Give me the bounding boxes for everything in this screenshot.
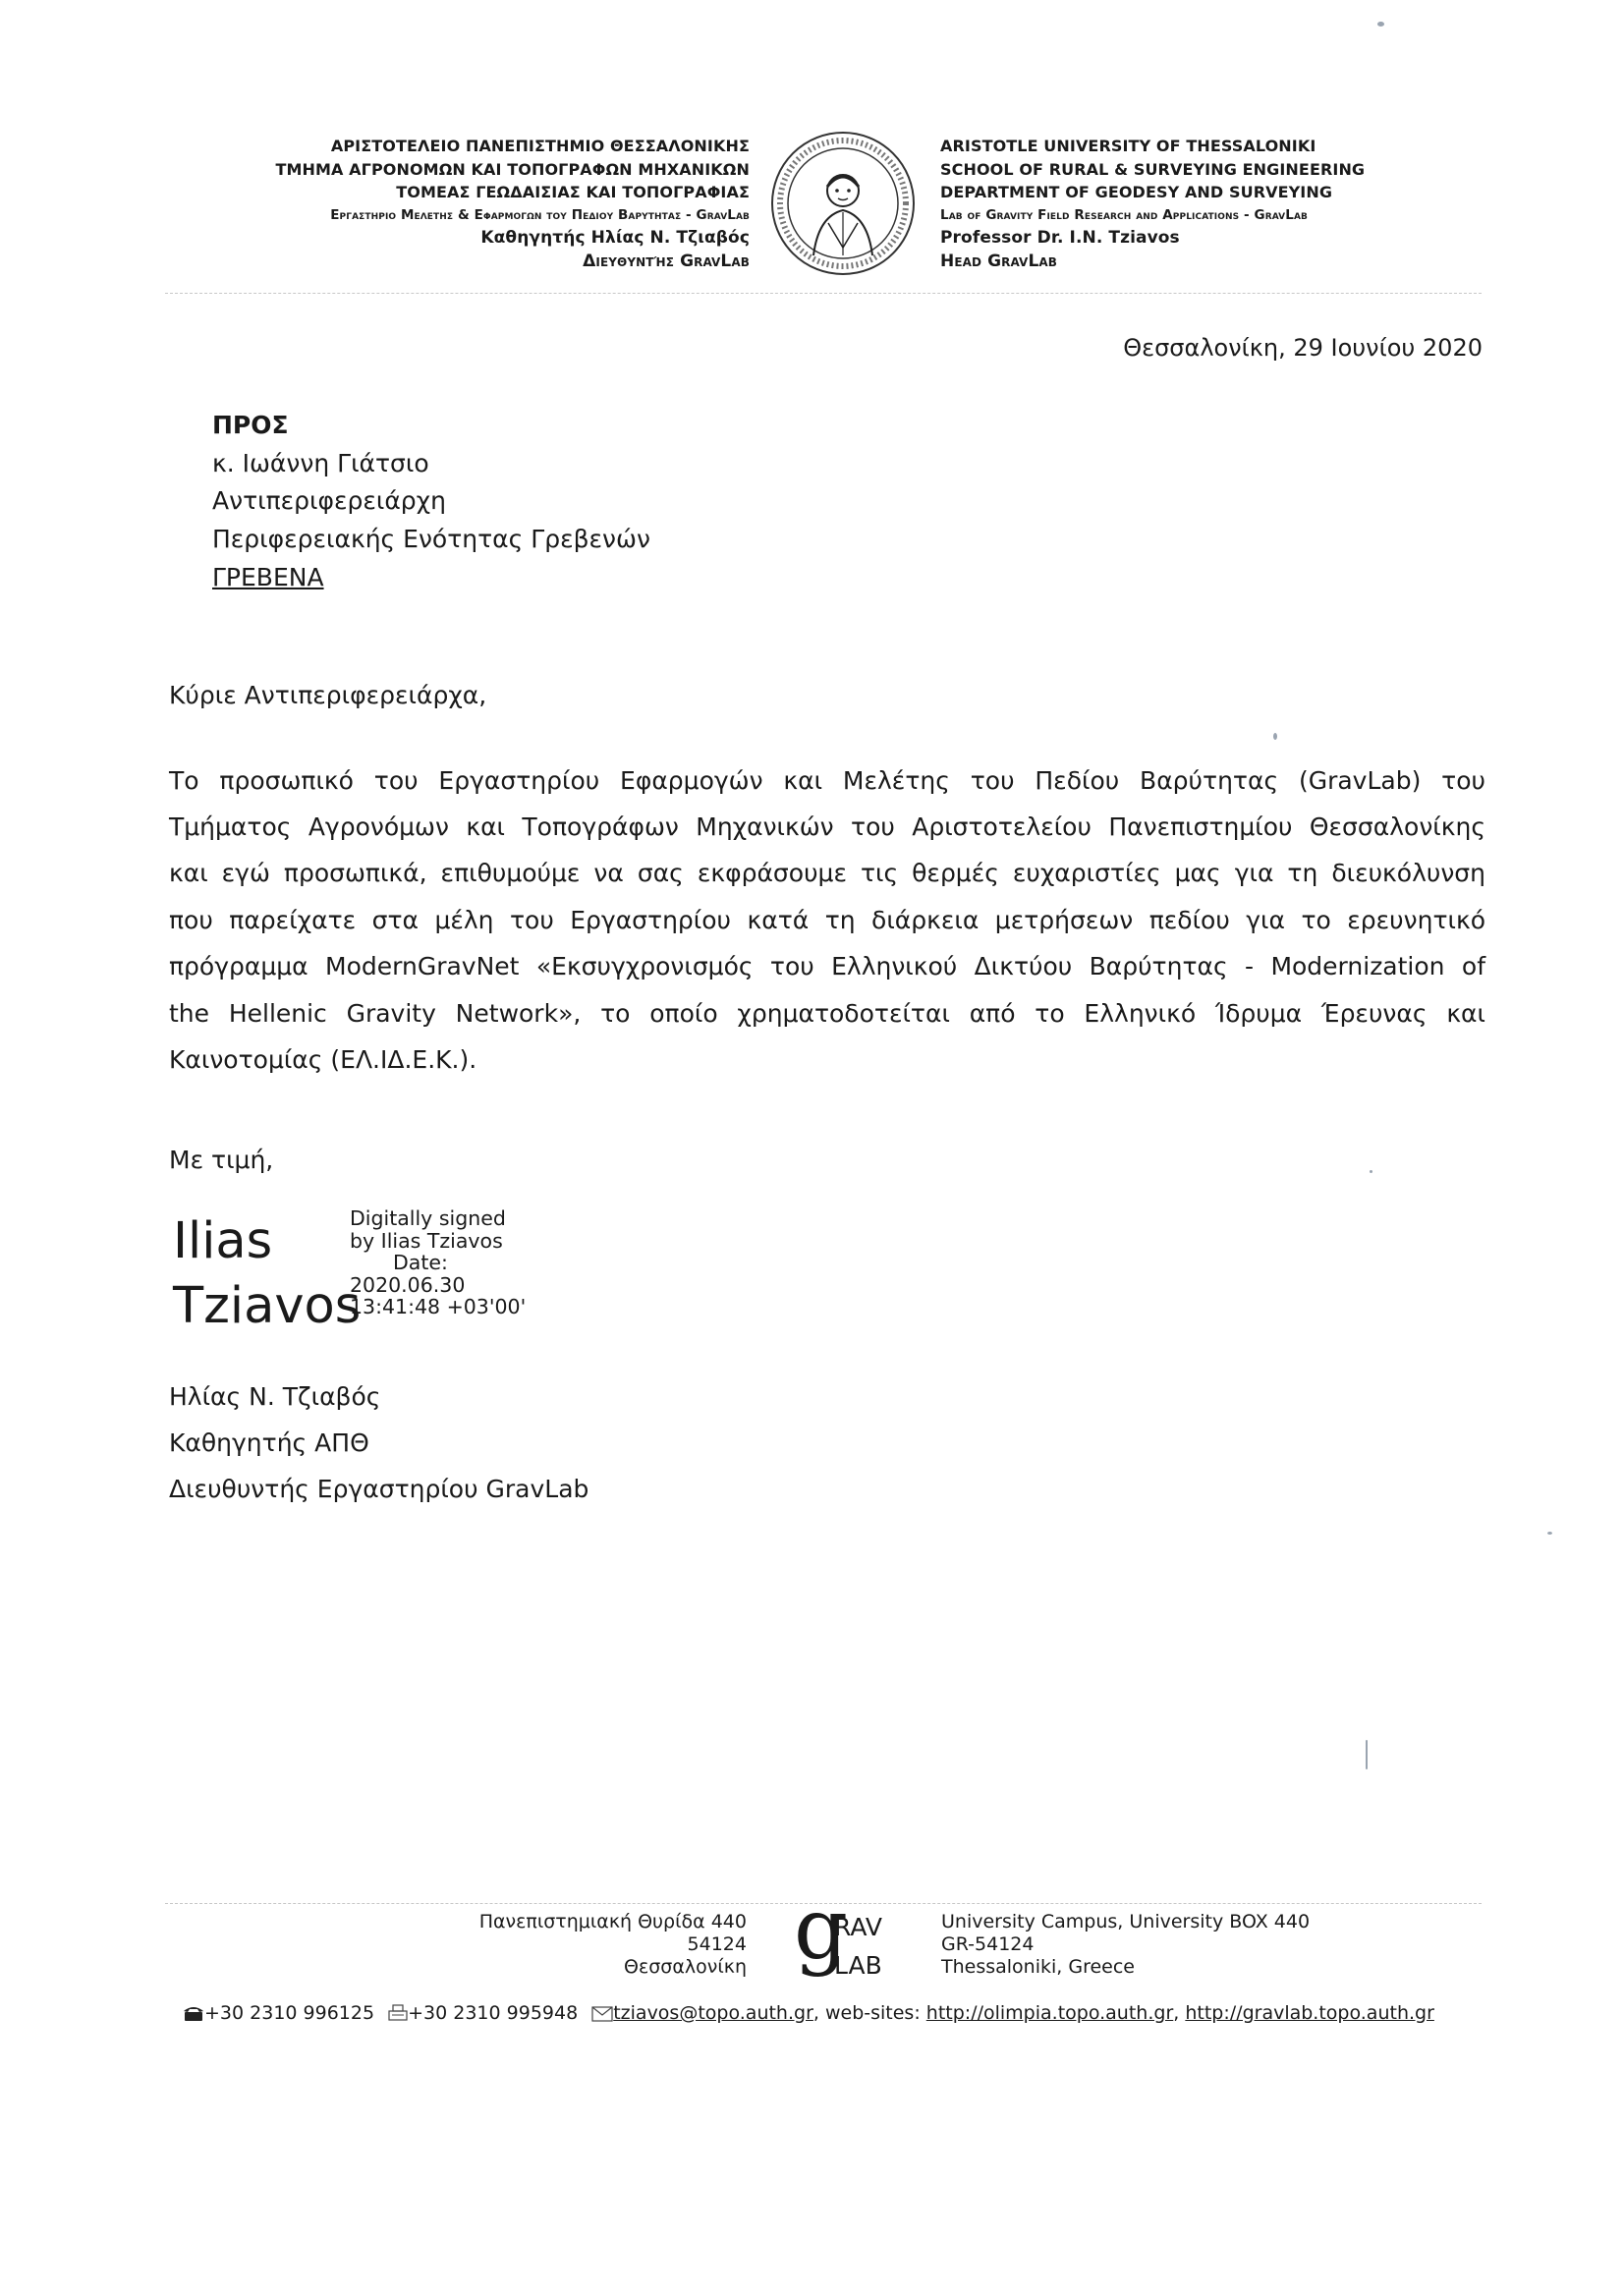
- logo-bottom: LAB: [834, 1951, 882, 1980]
- website-link-olimpia[interactable]: http://olimpia.topo.auth.gr: [925, 2002, 1174, 2024]
- phone-icon: [183, 2004, 204, 2027]
- header-english: [940, 135, 1365, 273]
- body-line: Το προσωπικό του Εργαστηρίου Εφαρμογών και Μελέτης του Πεδίου Βαρύτητας (GravLab) του: [169, 766, 1485, 795]
- logo-top: RAV: [834, 1913, 882, 1941]
- website-link-gravlab[interactable]: http://gravlab.topo.auth.gr: [1185, 2002, 1434, 2024]
- header-line: ARISTOTLE UNIVERSITY OF THESSALONIKI: [940, 137, 1316, 155]
- footer-line: Θεσσαλονίκη: [624, 1956, 747, 1978]
- signature-details: [350, 1207, 526, 1318]
- recipient-line: Αντιπεριφερειάρχη: [212, 486, 446, 515]
- body-line: the Hellenic Gravity Network», το οποίο χρηματοδοτείται από το Ελληνικό Ίδρυμα Έρευνας και: [169, 999, 1485, 1028]
- body-line: που παρείχατε στα μέλη του Εργαστηρίου κατά τη διάρκεια μετρήσεων πεδίου για το ερευνητικό: [169, 906, 1485, 934]
- header-line: Professor Dr. I.N. Tziavos: [940, 228, 1180, 248]
- email-icon: [591, 2005, 613, 2027]
- body-line: Τμήματος Αγρονόμων και Τοπογράφων Μηχανικών του Αριστοτελείου Πανεπιστημίου Θεσσαλονίκης: [169, 812, 1485, 841]
- footer-line: GR-54124: [941, 1933, 1035, 1955]
- gravlab-logo: [794, 1880, 902, 1988]
- logo-letter: g: [794, 1880, 849, 1979]
- footer-line: Πανεπιστημιακή Θυρίδα 440: [478, 1911, 747, 1932]
- university-seal-icon: [769, 130, 917, 277]
- contact-separator: , web-sites:: [812, 2002, 926, 2024]
- signature-info-line: Digitally signed: [350, 1206, 506, 1230]
- body-line: πρόγραμμα ModernGravNet «Εκσυγχρονισμός του Ελληνικού Δικτύου Βαρύτητας - Modernization of: [169, 952, 1485, 980]
- recipient-line: Περιφερειακής Ενότητας Γρεβενών: [212, 525, 650, 553]
- footer-contact: [183, 2002, 1434, 2027]
- signature-last-name: Tziavos: [173, 1277, 362, 1335]
- signature-info-line: Date:: [393, 1251, 448, 1274]
- recipient-heading: ΠΡΟΣ: [212, 411, 289, 439]
- footer-line: University Campus, University BOX 440: [941, 1911, 1311, 1932]
- header-line: Εργαστηριο Μελετης & Εφαρμογων του Πεδιου Βαρυτητας - GravLab: [330, 206, 750, 223]
- signature-first-name: Ilias: [173, 1212, 273, 1270]
- header-line: Lab of Gravity Field Research and Applications - GravLab: [940, 206, 1308, 223]
- signer-role: Διευθυντής Εργαστηρίου GravLab: [169, 1475, 589, 1503]
- header-line: ΤΜΗΜΑ ΑΓΡΟΝΟΜΩΝ ΚΑΙ ΤΟΠΟΓΡΑΦΩΝ ΜΗΧΑΝΙΚΩΝ: [275, 159, 750, 179]
- phone-number: +30 2310 996125: [204, 2002, 375, 2024]
- body-line: Καινοτομίας (ΕΛ.ΙΔ.Ε.Κ.).: [169, 1045, 477, 1074]
- header-divider: [165, 293, 1482, 294]
- fax-icon: [388, 2004, 408, 2027]
- header-line: ΑΡΙΣΤΟΤΕΛΕΙΟ ΠΑΝΕΠΙΣΤΗΜΙΟ ΘΕΣΣΑΛΟΝΙΚΗΣ: [330, 137, 750, 155]
- footer-line: Thessaloniki, Greece: [941, 1956, 1135, 1978]
- header-line: Καθηγητής Ηλίας Ν. Τζιαβός: [480, 228, 750, 248]
- signature-info-line: 13:41:48 +03'00': [350, 1295, 527, 1318]
- header-line: Διευθυντής GravLab: [583, 251, 750, 271]
- signer-title: Καθηγητής ΑΠΘ: [169, 1428, 369, 1457]
- email-link[interactable]: tziavos@topo.auth.gr: [613, 2002, 813, 2024]
- salutation: Κύριε Αντιπεριφερειάρχα,: [169, 681, 487, 709]
- contact-separator: ,: [1173, 2002, 1186, 2024]
- letter-date: Θεσσαλονίκη, 29 Ιουνίου 2020: [1123, 334, 1483, 362]
- signature-info-line: by Ilias Tziavos: [350, 1228, 503, 1253]
- footer-address-english: [941, 1911, 1310, 1979]
- header-greek: [275, 135, 750, 273]
- signature-info-line: 2020.06.30: [350, 1272, 466, 1297]
- header-line: Head GravLab: [940, 251, 1058, 271]
- recipient-city: ΓΡΕΒΕΝΑ: [212, 563, 324, 591]
- header-line: ΤΟΜΕΑΣ ΓΕΩΔΑΙΣΙΑΣ ΚΑΙ ΤΟΠΟΓΡΑΦΙΑΣ: [396, 183, 750, 201]
- header-line: SCHOOL OF RURAL & SURVEYING ENGINEERING: [940, 159, 1366, 179]
- recipient-line: κ. Ιωάννη Γιάτσιο: [212, 449, 429, 477]
- footer-line: 54124: [687, 1933, 747, 1955]
- footer-address-greek: [479, 1911, 747, 1979]
- header-line: DEPARTMENT OF GEODESY AND SURVEYING: [940, 183, 1333, 201]
- closing: Με τιμή,: [169, 1146, 274, 1174]
- fax-number: +30 2310 995948: [408, 2002, 579, 2024]
- signer-name: Ηλίας Ν. Τζιαβός: [169, 1382, 381, 1411]
- body-line: και εγώ προσωπικά, επιθυμούμε να σας εκφράσουμε τις θερμές ευχαριστίες μας για τη διευκόλυνση: [169, 859, 1485, 887]
